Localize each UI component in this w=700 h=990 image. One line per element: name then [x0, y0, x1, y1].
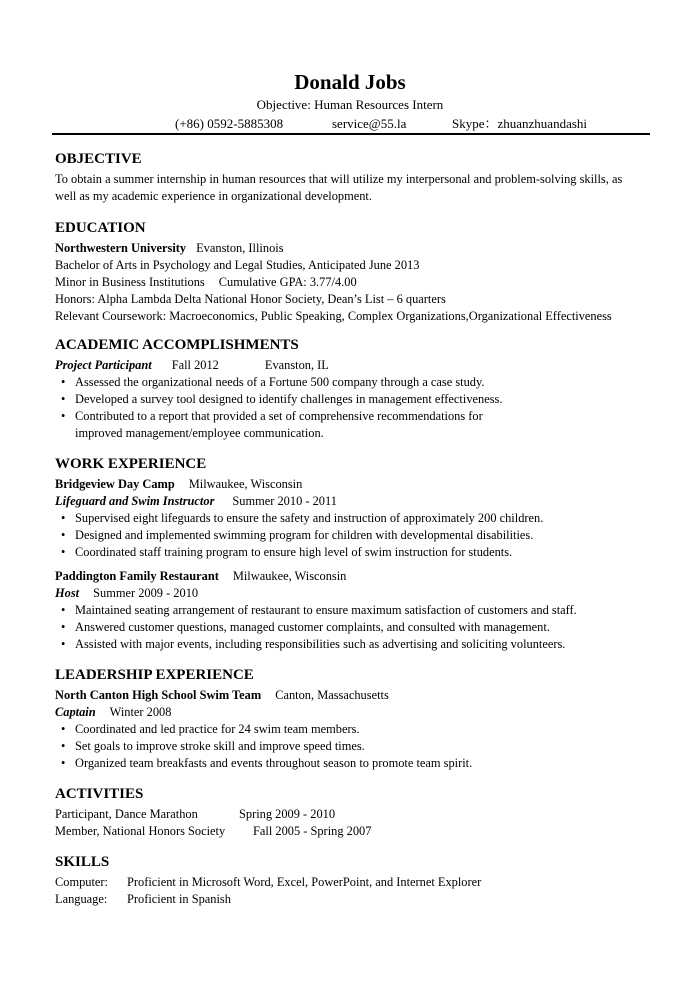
education-section: [55, 219, 645, 325]
list-item: • Set goals to improve stroke skill and improve speed times.: [55, 738, 645, 755]
section-heading: SKILLS: [55, 854, 110, 870]
work-location: Milwaukee, Wisconsin: [188, 477, 303, 491]
work-bullets: [55, 510, 645, 561]
contact-phone: (+86) 0592-5885308: [175, 116, 284, 131]
objective-section: [55, 150, 645, 205]
work-date: Summer 2009 - 2010: [93, 586, 199, 600]
list-item: • Organized team breakfasts and events throughout season to promote team spirit.: [55, 755, 645, 772]
leadership-bullets: [55, 721, 645, 772]
skills-section: [55, 853, 645, 908]
activity-name: Member, National Honors Society: [55, 824, 226, 838]
gpa: Cumulative GPA: 3.77/4.00: [218, 275, 357, 289]
list-item: • Designed and implemented swimming program for children with developmental disabilities.: [55, 527, 645, 544]
work-entry: [55, 568, 645, 653]
work-role: Lifeguard and Swim Instructor: [55, 494, 215, 508]
academic-role: Project Participant: [55, 358, 152, 372]
academic-date: Fall 2012: [171, 358, 219, 372]
leadership-org: North Canton High School Swim Team: [55, 688, 262, 702]
work-role: Host: [55, 586, 80, 600]
section-heading: ACTIVITIES: [55, 786, 144, 802]
work-org: Bridgeview Day Camp: [55, 477, 175, 491]
list-item: • Coordinated and led practice for 24 swim team members.: [55, 721, 645, 738]
work-role-line: [55, 493, 645, 510]
degree-line: Bachelor of Arts in Psychology and Legal Studies, Anticipated June 2013: [55, 258, 420, 272]
activity-row: [55, 823, 645, 840]
minor: Minor in Business Institutions: [55, 275, 205, 289]
skill-row: [55, 891, 645, 908]
leadership-role-line: [55, 704, 645, 721]
skill-label: Computer:: [55, 875, 108, 889]
section-heading: WORK EXPERIENCE: [55, 456, 207, 472]
work-org-line: [55, 568, 645, 585]
academic-bullets: [55, 374, 645, 442]
skill-value: Proficient in Microsoft Word, Excel, PowerPoint, and Internet Explorer: [127, 875, 482, 889]
list-item: • Coordinated staff training program to ensure high level of swim instruction for students.: [55, 544, 645, 561]
leadership-org-line: [55, 687, 645, 704]
section-heading: ACADEMIC ACCOMPLISHMENTS: [55, 337, 299, 353]
work-section: [55, 455, 645, 653]
activities-section: [55, 785, 645, 840]
education-school-line: [55, 240, 645, 257]
section-heading: EDUCATION: [55, 220, 146, 236]
minor-gpa-line: [55, 274, 645, 291]
skill-label: Language:: [55, 892, 108, 906]
leadership-date: Winter 2008: [109, 705, 172, 719]
list-item: • Answered customer questions, managed customer complaints, and consulted with management.: [55, 619, 645, 636]
activity-date: Fall 2005 - Spring 2007: [253, 824, 372, 838]
list-item: • Assisted with major events, including responsibilities such as advertising and soliciting volunteers.: [55, 636, 645, 653]
section-heading: OBJECTIVE: [55, 151, 142, 167]
objective-text: To obtain a summer internship in human resources that will utilize my interpersonal and problem-solving skills, as well as my academic experience in organizational development.: [55, 172, 623, 203]
academic-role-line: [55, 357, 645, 374]
school-name: Northwestern University: [55, 241, 187, 255]
academic-section: [55, 336, 645, 442]
skill-value: Proficient in Spanish: [127, 892, 231, 906]
work-org: Paddington Family Restaurant: [55, 569, 219, 583]
work-location: Milwaukee, Wisconsin: [232, 569, 347, 583]
leadership-section: [55, 666, 645, 772]
section-heading: LEADERSHIP EXPERIENCE: [55, 667, 254, 683]
honors-line: Honors: Alpha Lambda Delta National Honor Society, Dean’s List – 6 quarters: [55, 292, 446, 306]
list-item: • Supervised eight lifeguards to ensure the safety and instruction of approximately 200 children.: [55, 510, 645, 527]
activity-date: Spring 2009 - 2010: [239, 807, 336, 821]
leadership-location: Canton, Massachusetts: [275, 688, 389, 702]
list-item: • Assessed the organizational needs of a Fortune 500 company through a case study.: [55, 374, 645, 391]
work-date: Summer 2010 - 2011: [232, 494, 337, 508]
academic-location: Evanston, IL: [264, 358, 329, 372]
header-objective: Objective: Human Resources Intern: [256, 97, 444, 112]
contact-skype: Skype：zhuanzhuandashi: [452, 116, 588, 131]
header-divider: [52, 133, 650, 135]
candidate-name: Donald Jobs: [294, 70, 406, 94]
work-role-line: [55, 585, 645, 602]
school-location: Evanston, Illinois: [196, 241, 284, 255]
leadership-role: Captain: [55, 705, 96, 719]
coursework-line: Relevant Coursework: Macroeconomics, Public Speaking, Complex Organizations,Organizational Effectiveness: [55, 309, 612, 323]
list-item: • Contributed to a report that provided a set of comprehensive recommendations for improved management/employee communication.: [55, 408, 525, 442]
contact-email: service@55.la: [332, 116, 407, 131]
activity-row: [55, 806, 645, 823]
list-item: • Developed a survey tool designed to identify challenges in management effectiveness.: [55, 391, 645, 408]
list-item: • Maintained seating arrangement of restaurant to ensure maximum satisfaction of customers and staff.: [55, 602, 645, 619]
resume-body: [55, 150, 645, 908]
activity-name: Participant, Dance Marathon: [55, 807, 198, 821]
work-bullets: [55, 602, 645, 653]
skill-row: [55, 874, 645, 891]
work-org-line: [55, 476, 645, 493]
work-entry: [55, 476, 645, 561]
